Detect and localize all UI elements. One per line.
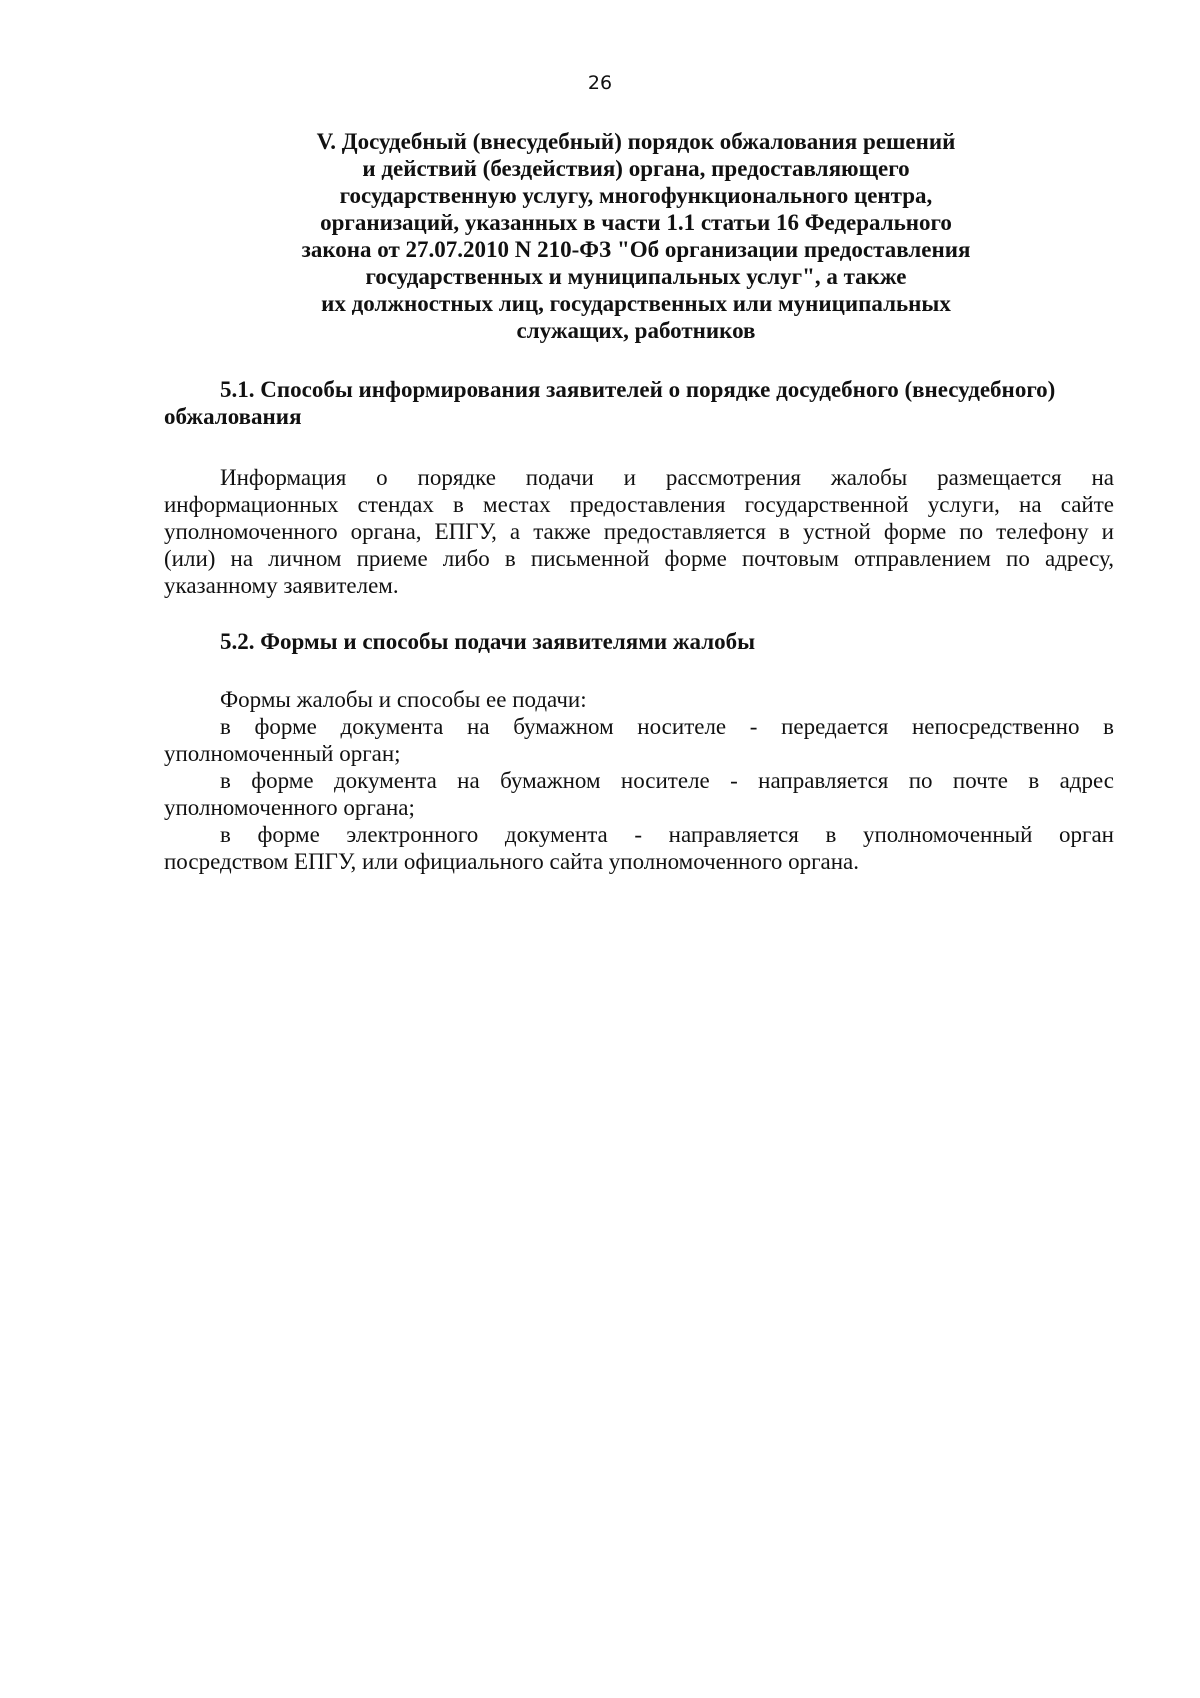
section-5-1-heading-line: 5.1. Способы информирования заявителей о порядке досудебного (внесудебного)	[220, 377, 1056, 402]
chapter-title-line: и действий (бездействия) органа, предоставляющего	[362, 156, 910, 181]
paragraph-line: информационных стендах в местах предоставления государственной услуги, на сайте	[164, 492, 1114, 517]
page-number: 26	[587, 72, 613, 94]
chapter-title	[236, 128, 1036, 344]
section-5-2-heading: 5.2. Формы и способы подачи заявителями жалобы	[220, 629, 756, 654]
chapter-title-line: закона от 27.07.2010 N 210-ФЗ "Об организации предоставления	[301, 237, 971, 262]
intro-line: Формы жалобы и способы ее подачи:	[220, 687, 587, 712]
chapter-title-line: государственную услугу, многофункционального центра,	[339, 183, 933, 208]
complaint-form-item	[164, 821, 1114, 875]
section-5-1-paragraph	[164, 464, 1114, 599]
item-line: посредством ЕПГУ, или официального сайта уполномоченного органа.	[164, 849, 860, 874]
item-line: в форме документа на бумажном носителе - направляется по почте в адрес	[220, 768, 1114, 793]
chapter-title-line: государственных и муниципальных услуг", а также	[365, 264, 907, 289]
chapter-title-line: организаций, указанных в части 1.1 статьи 16 Федерального	[320, 210, 952, 235]
paragraph-line: Информация о порядке подачи и рассмотрения жалобы размещается на	[220, 465, 1114, 490]
paragraph-line: уполномоченного органа, ЕПГУ, а также предоставляется в устной форме по телефону и	[164, 519, 1114, 544]
section-5-1-heading	[164, 376, 1114, 430]
complaint-form-item	[164, 713, 1114, 767]
paragraph-line: указанному заявителем.	[164, 573, 399, 598]
complaint-form-item	[164, 767, 1114, 821]
chapter-title-line: их должностных лиц, государственных или муниципальных	[321, 291, 951, 316]
paragraph-line: (или) на личном приеме либо в письменной форме почтовым отправлением по адресу,	[164, 546, 1114, 571]
item-line: уполномоченного органа;	[164, 795, 415, 820]
item-line: в форме документа на бумажном носителе - передается непосредственно в	[220, 714, 1114, 739]
item-line: в форме электронного документа - направляется в уполномоченный орган	[220, 822, 1114, 847]
item-line: уполномоченный орган;	[164, 741, 401, 766]
chapter-title-line: служащих, работников	[516, 318, 756, 343]
chapter-title-line: V. Досудебный (внесудебный) порядок обжалования решений	[316, 129, 956, 154]
section-5-1-heading-line: обжалования	[164, 404, 302, 429]
section-5-2-body	[164, 686, 1114, 875]
section-5-2-intro	[164, 686, 1114, 713]
